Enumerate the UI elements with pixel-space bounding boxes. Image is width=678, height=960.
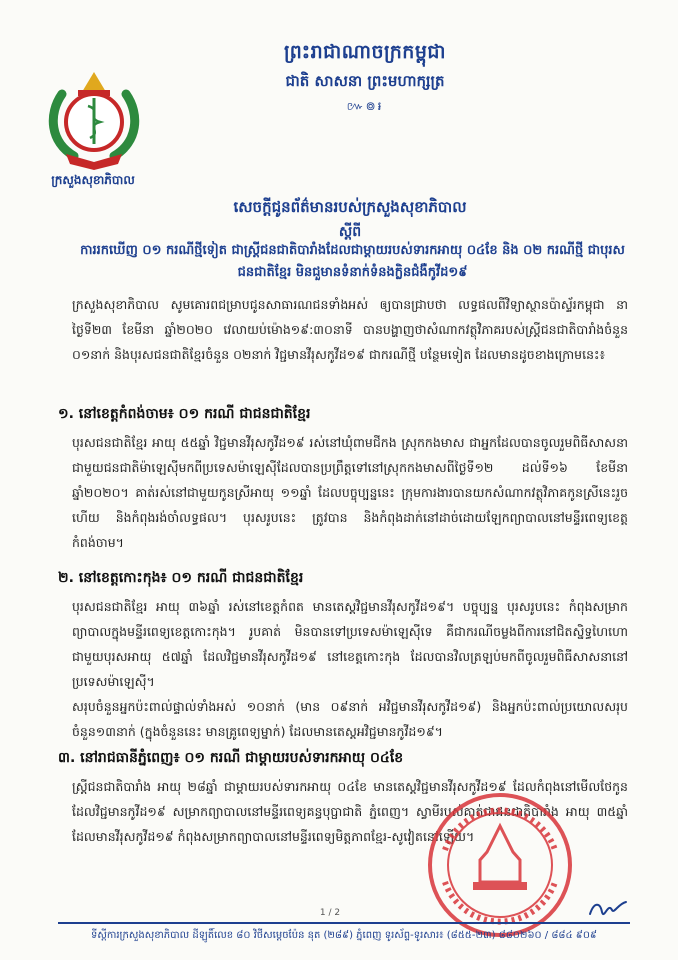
national-motto: ជាតិ សាសនា ព្រះមហាក្សត្រ (285, 72, 445, 90)
footer-address: ទីស្ដីការក្រសួងសុខាភិបាល ដីឡូតិ៍លេខ ៨០ វិថីសម្ដេចប៉ែន នុត (២៨៩) ភ្នំពេញ ទូរស័ព្ទ-ទូរសារ៖ (៨៥៥-២៣) ៨៨០២៦០ / ៨៨៤ ៩០៩ (90, 930, 598, 941)
header-ornament: ៚៙៛ (346, 99, 384, 113)
section-heading: ៣. នៅរាជធានីភ្នំពេញ៖ ០១ ករណី ជាម្តាយរបស់ទារកអាយុ ០៤ខែ (58, 750, 404, 766)
document-subject: ការរកឃើញ ០១ ករណីថ្មីទៀត ជាស្ត្រីជនជាតិបារាំងដែលជាម្ដាយរបស់ទារកអាយុ ០៤ខែ និង ០២ ករណីថ្មី ជាបុរសជនជាតិខ្មែរ មិនជួមានទំនាក់ទំនងក្លិនជំងឺកូវីដ១៩ (80, 243, 625, 280)
section-paragraph: ស្ត្រីជនជាតិបារាំង អាយុ ២៨ឆ្នាំ ជាម្ដាយរបស់ទារកអាយុ ០៤ខែ មានតេស្តវិជ្ជមានវីរុសកូវីដ១៩ ដែលកំពុងនៅមើលថែកូនដែលវិជ្ជមានកូវីដ១៩ សម្រាកព្យាបាលនៅមន្ទីរពេទ្យគន្ធបុប្ផាជាតិ ភ្នំពេញ។ ស្វាមីរបស់គាត់ជាជនជាតិបារាំង អាយុ ៣៥ឆ្នាំ ដែលមានវីរុសកូវីដ១៩ កំពុងសម្រាកព្យាបាលនៅមន្ទីរពេទ្យមិត្តភាពខ្មែរ-សូវៀតនៅឡើយ។ (72, 779, 628, 844)
document-title: សេចក្ដីជូនព័ត៌មានរបស់ក្រសួងសុខាភិបាល (233, 198, 467, 216)
section-heading: ១. នៅខេត្តកំពង់ចាម៖ ០១ ករណី ជាជនជាតិខ្មែរ (58, 406, 311, 422)
ministry-name: ក្រសួងសុខាភិបាល (51, 173, 135, 187)
ministry-logo (44, 64, 144, 170)
section-heading: ២. នៅខេត្តកោះកុង៖ ០១ ករណី ជាជនជាតិខ្មែរ (58, 570, 304, 586)
intro-paragraph: ក្រសួងសុខាភិបាល សូមគោរពជម្រាបជូនសាធារណជនទាំងអស់ ឲ្យបានជ្រាបថា លទ្ធផលពីវិទ្យាស្ថានប៉ាស្ទ័រកម្ពុជា នាថ្ងៃទី២៣ ខែមីនា ឆ្នាំ២០២០ វេលាយប់ម៉ោង១៩:៣០នាទី បានបង្ហាញថាសំណាកវត្ថុវិភាគរបស់ស្ត្រីជនជាតិបារាំងចំនួន ០១នាក់ និងបុរសជនជាតិខ្មែរចំនួន ០២នាក់ វិជ្ជមានវីរុសកូវីដ១៩ ជាករណីថ្មី បន្ថែមទៀត ដែលមានដូចខាងក្រោមនេះ៖ (72, 297, 628, 362)
official-stamp (425, 790, 575, 940)
subject-label: ស្ដីពី (338, 224, 362, 240)
section-paragraph: បុរសជនជាតិខ្មែរ អាយុ ៥៥ឆ្នាំ វិជ្ជមានវីរុសកូវីដ១៩ រស់នៅឃុំពាមជីកង ស្រុកកងមាស ជាអ្នកដែលបានចូលរួមពិធីសាសនាជាមួយជនជាតិម៉ាឡេស៊ីមកពីប្រទេសម៉ាឡេស៊ីដែលបានប្រព្រឹត្តទៅនៅស្រុកកងមាសពីថ្ងៃទី១២ ដល់ទី១៦ ខែមីនា ឆ្នាំ២០២០។ គាត់រស់នៅជាមួយកូនស្រីអាយុ ១១ឆ្នាំ ដែលបច្ចុប្បន្ននេះ ក្រុមការងារបានយកសំណាកវត្ថុវិភាគកូនស្រីនេះរួចហើយ និងកំពុងរង់ចាំលទ្ធផល។ បុរសរូបនេះ ត្រូវបាន និងកំពុងដាក់នៅដាច់ដោយឡែកព្យាបាលនៅមន្ទីរពេទ្យខេត្តកំពង់ចាម។ (72, 435, 628, 550)
section-paragraph: សរុបចំនួនអ្នកប៉ះពាល់ផ្ទាល់ទាំងអស់ ១០នាក់ (មាន ០៩នាក់ អវិជ្ជមានវីរុសកូវីដ១៩) និងអ្នកប៉ះពាល់ប្រយោលសរុបចំនួន១៣នាក់ (ក្នុងចំនួននេះ មានគ្រូពេទ្យម្នាក់) ដែលមានតេស្តអវិជ្ជមានកូវីដ១៩។ (72, 699, 628, 739)
section-paragraph: បុរសជនជាតិខ្មែរ អាយុ ៣៦ឆ្នាំ រស់នៅខេត្តកំពត មានតេស្តវិជ្ជមានវីរុសកូវីដ១៩។ បច្ចុប្បន្ន បុរសរូបនេះ កំពុងសម្រាកព្យាបាលក្នុងមន្ទីរពេទ្យខេត្តកោះកុង។ រូបគាត់ មិនបានទៅប្រទេសម៉ាឡេស៊ីទេ គឺជាករណីចម្លងពីការនៅជិតស្និទ្ធហៃហោជាមួយបុរសអាយុ ៥៧ឆ្នាំ ដែលវិជ្ជមានវីរុសកូវីដ១៩ នៅខេត្តកោះកុង ដែលបានវិលត្រឡប់មកពីចូលរួមពិធីសាសនានៅប្រទេសម៉ាឡេស៊ី។ (72, 599, 628, 689)
footer-divider (58, 922, 630, 924)
signature (586, 896, 630, 922)
page-number: 1 / 2 (319, 908, 341, 918)
kingdom-title: ព្រះរាជាណាចក្រកម្ពុជា (284, 41, 446, 63)
